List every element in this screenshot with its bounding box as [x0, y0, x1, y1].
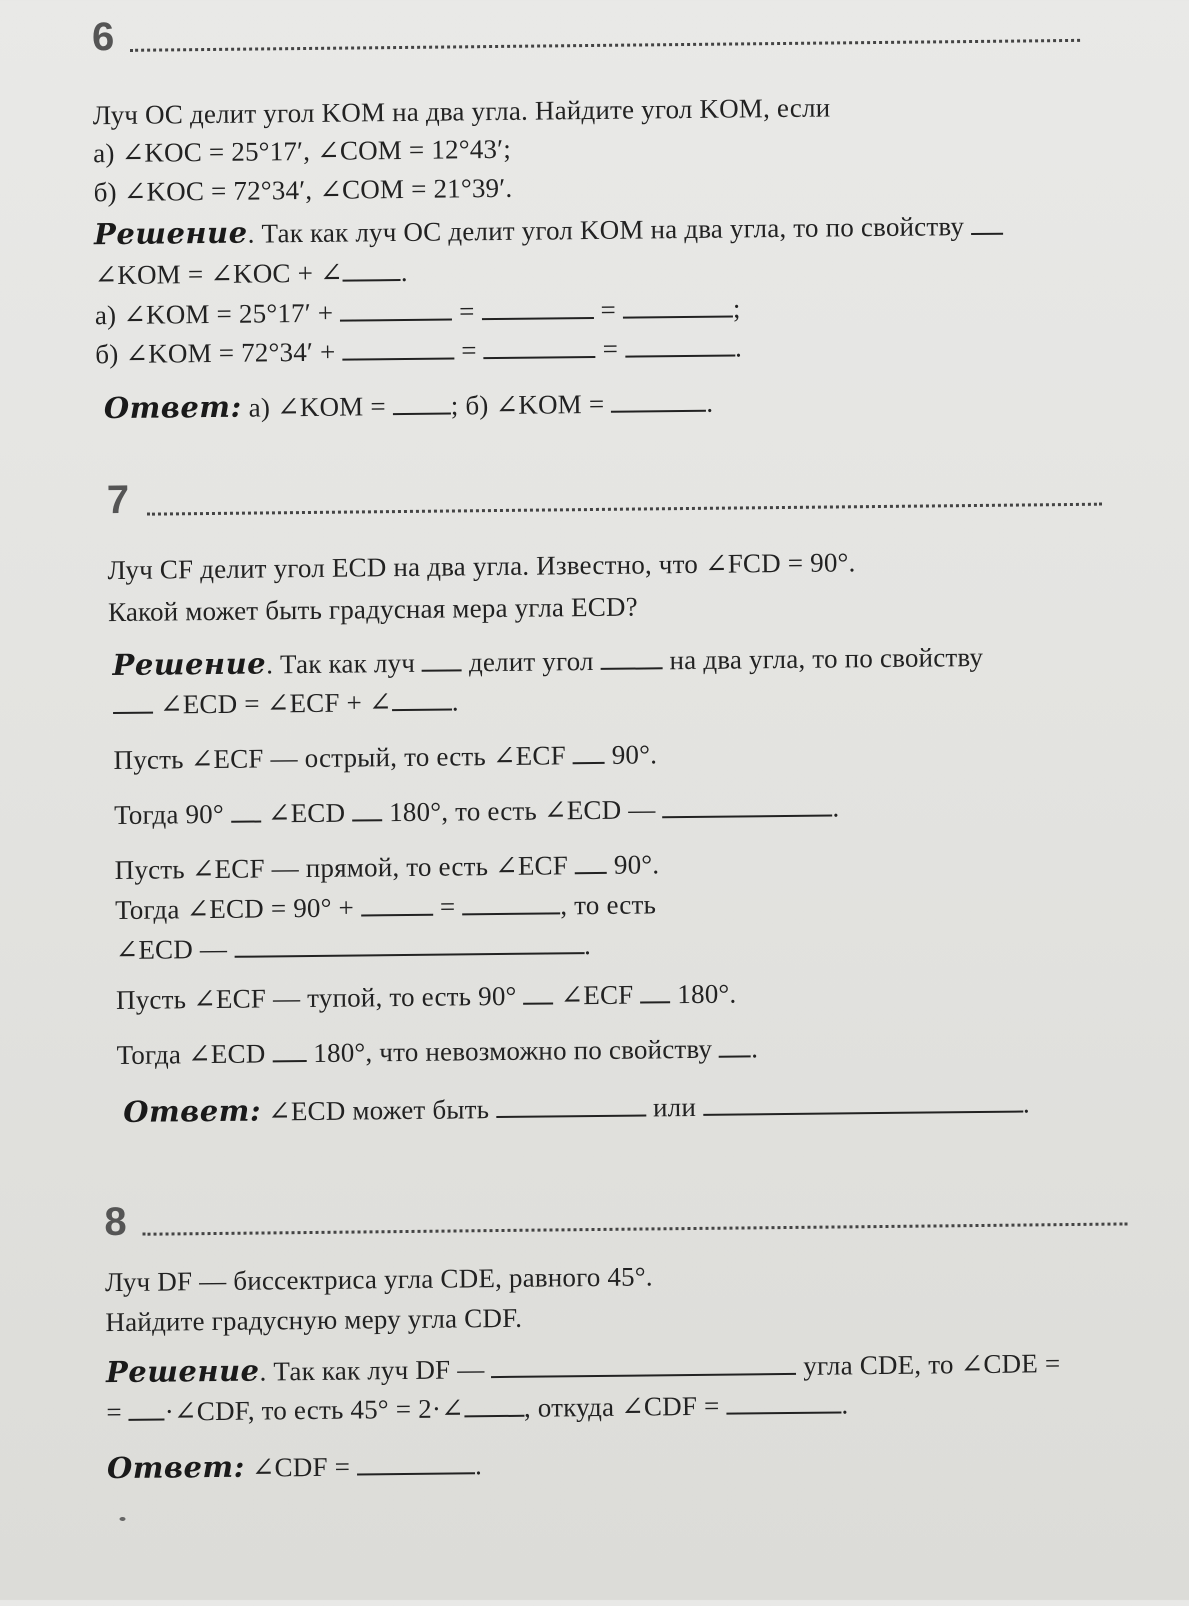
task-7-solution-line-2 — [113, 686, 459, 721]
task-8-answer — [107, 1447, 482, 1485]
task-7-acute-text: Пусть ∠ECF — острый, то есть ∠ECF — [113, 740, 566, 776]
task-6-divider — [130, 39, 1080, 52]
task-8-blank-angle[interactable] — [464, 1393, 524, 1418]
task-8-problem-line-1: Луч DF — биссектриса угла CDE, равного 45°. — [104, 1261, 653, 1298]
task-6-answer-b-blank[interactable] — [611, 388, 706, 413]
task-6-problem-line-1: Луч OC делит угол KOM на два угла. Найдите угол KOM, если — [92, 92, 831, 131]
task-7-then2-blank-2[interactable] — [462, 890, 560, 915]
equals-sign: = — [600, 294, 617, 325]
period: . — [1022, 1088, 1031, 1119]
task-7-solution-label: Решение — [112, 646, 267, 683]
task-6-angle-sum: ∠KOM = ∠KOC + ∠ — [94, 257, 343, 291]
task-8-solution-line-1 — [106, 1345, 1061, 1389]
task-7-obtuse-a: Пусть ∠ECF — тупой, то есть 90° — [115, 980, 517, 1016]
task-7-blank-ray[interactable] — [422, 647, 462, 671]
task-6-period: . — [400, 256, 408, 287]
task-8-sol-text-c: ·∠CDF, то есть 45° = 2·∠ — [164, 1393, 465, 1427]
task-7-solution-line-1 — [112, 639, 983, 682]
task-7-then3-a: Тогда ∠ECD — [116, 1038, 266, 1071]
period: . — [750, 1033, 759, 1064]
task-7-deg90: 90°. — [611, 739, 658, 770]
task-7-number: 7 — [106, 477, 130, 523]
task-8-number: 8 — [104, 1199, 127, 1245]
task-7-then2-a: Тогда ∠ECD = 90° + — [114, 892, 355, 926]
task-8-answer-a: ∠CDF = — [251, 1451, 351, 1483]
task-6-answer — [104, 385, 714, 425]
task-8-blank-cdf[interactable] — [726, 1389, 841, 1414]
task-6-blank-angle[interactable] — [343, 257, 401, 282]
task-7-then1-blank-2[interactable] — [352, 797, 382, 821]
task-8-sol-text-d: , откуда ∠CDF = — [523, 1390, 720, 1423]
task-7-sol-text-c: на два угла, то по свойству — [669, 641, 984, 676]
task-7-obtuse-case — [116, 979, 737, 1016]
task-7-then1-a: Тогда 90° — [113, 798, 225, 831]
task-7-right-then — [115, 889, 656, 926]
period: . — [474, 1450, 483, 1481]
task-7-answer-blank-1[interactable] — [496, 1092, 646, 1118]
task-6-answer-a-blank[interactable] — [393, 390, 451, 415]
task-6-answer-a: а) ∠KOM = — [248, 391, 386, 423]
period: . — [734, 332, 743, 363]
task-7-blank-property[interactable] — [113, 690, 153, 714]
task-6-solution-line-2 — [94, 257, 408, 291]
task-7-right-blank[interactable] — [575, 850, 607, 874]
task-6-solution-label: Решение — [93, 215, 248, 252]
task-7-then1-blank-1[interactable] — [231, 798, 261, 822]
task-7-then3-blank-2[interactable] — [719, 1033, 751, 1057]
task-7-obtuse-then — [116, 1033, 758, 1071]
task-8-sol-text-b: угла CDE, то ∠CDE = — [803, 1348, 1061, 1381]
pencil-mark — [119, 1517, 125, 1521]
task-8-solution-label: Решение — [105, 1353, 260, 1390]
task-6-solution-text: . Так как луч OC делит угол KOM на два угла, то по свойству — [247, 211, 965, 249]
equals-sign: = — [106, 1396, 122, 1428]
task-7-acute-case — [113, 739, 657, 776]
task-7-sol-text-b: делит угол — [468, 646, 594, 678]
task-6-blank-property[interactable] — [971, 211, 1003, 235]
task-8-problem-line-2: Найдите градусную меру угла CDF. — [105, 1302, 523, 1338]
period: . — [583, 930, 592, 961]
task-7-right-text: Пусть ∠ECF — прямой, то есть ∠ECF — [114, 850, 569, 886]
task-7-then3-blank-1[interactable] — [272, 1038, 306, 1062]
equals-sign: = — [459, 296, 475, 327]
task-6-problem-line-3: б) ∠KOC = 72°34′, ∠COM = 21°39′. — [93, 172, 513, 208]
equals-sign: = — [461, 335, 477, 366]
semicolon: ; — [732, 293, 741, 324]
task-7-obtuse-blank-2[interactable] — [640, 979, 670, 1003]
task-6-part-b — [95, 332, 742, 370]
task-6-part-a-blank-1[interactable] — [340, 296, 452, 321]
task-8-blank-coef[interactable] — [129, 1397, 165, 1421]
task-7-right-case — [115, 849, 660, 886]
task-7-then1-c: 180°, то есть ∠ECD — — [388, 794, 656, 828]
task-6-number: 6 — [91, 14, 115, 60]
task-7-answer — [123, 1085, 1030, 1128]
task-6-part-b-blank-1[interactable] — [342, 335, 454, 360]
task-7-problem-line-2: Какой может быть градусная мера угла ECD? — [107, 591, 638, 628]
task-6-answer-b: ; б) ∠KOM = — [450, 388, 605, 421]
task-7-acute-blank[interactable] — [573, 740, 605, 764]
task-7-obtuse-blank-1[interactable] — [523, 980, 553, 1004]
task-7-acute-then — [114, 792, 840, 831]
task-6-problem-line-2: а) ∠KOC = 25°17′, ∠COM = 12°43′; — [93, 133, 512, 169]
period: . — [841, 1389, 849, 1420]
task-8-sol-text-a: . Так как луч DF — — [259, 1354, 485, 1387]
task-7-then1-b: ∠ECD — [267, 797, 346, 829]
task-6-part-a-blank-2[interactable] — [481, 295, 593, 320]
task-7-sol-text-a: . Так как луч — [265, 647, 416, 680]
period: . — [706, 387, 714, 418]
task-7-then2-c: ∠ECD — — [115, 933, 228, 966]
task-7-divider — [147, 503, 1102, 516]
task-6-part-b-blank-2[interactable] — [484, 334, 596, 359]
task-6-part-b-text: б) ∠KOM = 72°34′ + — [95, 336, 336, 370]
task-7-then2-blank-1[interactable] — [361, 892, 433, 917]
equals-sign: = — [439, 891, 456, 922]
task-8-divider — [143, 1222, 1128, 1235]
task-7-then2-b: , то есть — [560, 889, 657, 921]
task-7-answer-b: или — [652, 1091, 697, 1123]
task-7-problem-line-1: Луч CF делит угол ECD на два угла. Известно, что ∠FCD = 90°. — [107, 547, 856, 586]
task-7-answer-label: Ответ: — [123, 1093, 262, 1129]
task-6-part-a-text: а) ∠KOM = 25°17′ + — [94, 297, 334, 331]
task-7-right-then-2 — [115, 930, 591, 966]
period: . — [451, 686, 459, 717]
task-7-deg90: 90°. — [613, 849, 660, 880]
task-8-answer-label: Ответ: — [106, 1449, 245, 1486]
task-7-blank-angle[interactable] — [600, 645, 662, 670]
equals-sign: = — [602, 333, 619, 364]
task-7-then3-b: 180°, что невозможно по свойству — [313, 1033, 713, 1068]
task-6-answer-label: Ответ: — [103, 389, 242, 426]
task-8-blank-term[interactable] — [491, 1351, 796, 1378]
task-6-solution-line-1 — [94, 208, 1003, 252]
task-7-answer-blank-2[interactable] — [703, 1089, 1023, 1116]
task-7-then2-blank-3[interactable] — [234, 930, 584, 958]
period: . — [832, 792, 840, 823]
task-7-then1-blank-3[interactable] — [662, 793, 832, 819]
task-7-deg180: 180°. — [677, 978, 737, 1010]
task-6-part-b-blank-3[interactable] — [625, 333, 735, 358]
task-8-answer-blank[interactable] — [357, 1450, 475, 1475]
task-7-angle-sum: ∠ECD = ∠ECF + ∠ — [159, 687, 392, 720]
task-7-obtuse-b: ∠ECF — [560, 979, 634, 1011]
task-7-blank-sum-angle[interactable] — [392, 686, 452, 711]
task-6-part-a — [95, 293, 741, 331]
task-7-answer-a: ∠ECD может быть — [267, 1094, 490, 1127]
task-8-solution-line-2 — [106, 1389, 848, 1428]
task-6-part-a-blank-3[interactable] — [623, 294, 733, 319]
